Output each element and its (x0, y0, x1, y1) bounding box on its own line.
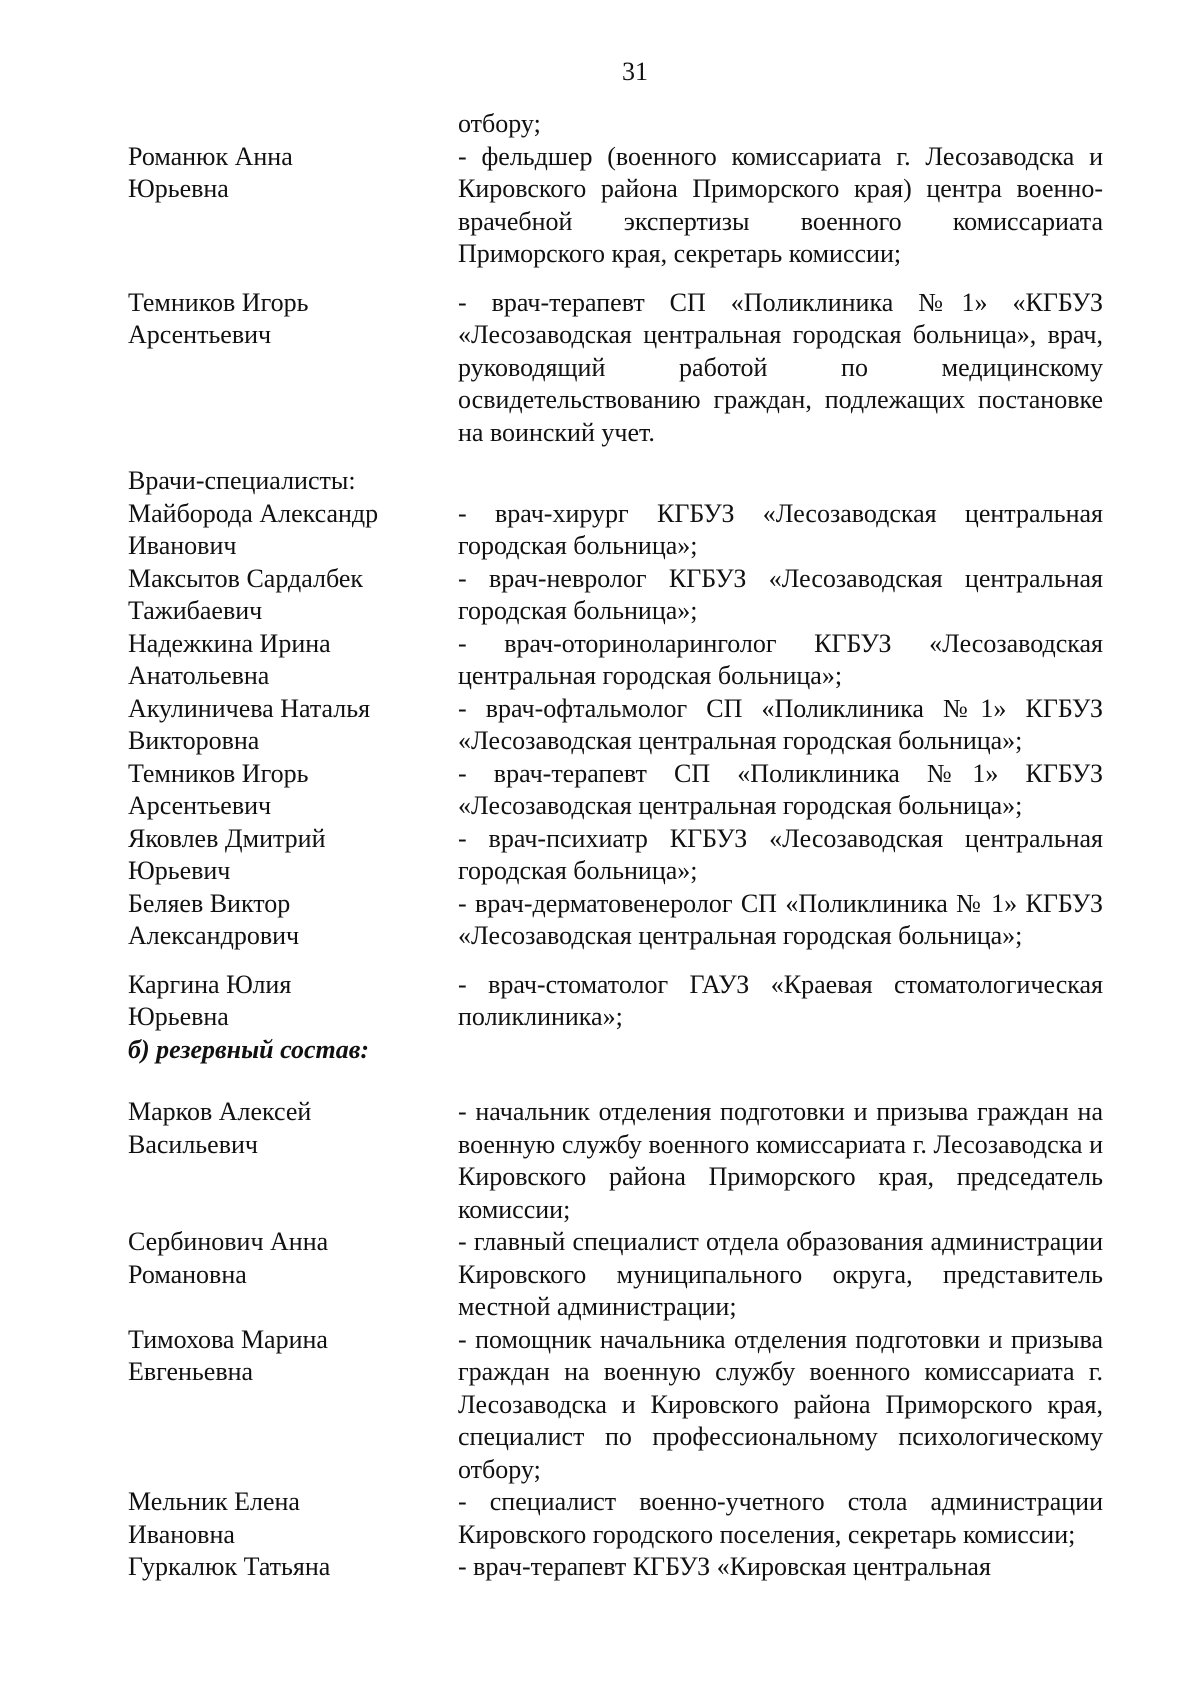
specialist-name (128, 693, 458, 758)
reserve-member-description: - помощник начальника отделения подготовки и призыва граждан на военную службу военного комиссариата г. Лесозаводска и Кировского района Приморского края, специалист по профессиональному психологическому отбору; (458, 1324, 1103, 1484)
member-description: - фельдшер (военного комиссариата г. Лесозаводска и Кировского района Приморского края) центра военно-врачебной экспертизы военного комиссариата Приморского края, секретарь комиссии; (458, 141, 1103, 268)
name-line: Ивановна (128, 1519, 235, 1549)
specialist-name (128, 628, 458, 693)
specialist-name (128, 888, 458, 953)
member-name (128, 287, 458, 352)
page-number: 31 (622, 57, 648, 86)
member-description: - врач-терапевт СП «Поликлиника №1» «КГБУЗ «Лесозаводская центральная городская больница», врач, руководящий работой по медицинскому освидетельствованию граждан, подлежащих постановке на воинский учет. (458, 287, 1103, 447)
name-line: Сербинович Анна (128, 1227, 329, 1256)
name-line: Евгеньевна (128, 1357, 254, 1386)
name-line: Иванович (128, 531, 237, 560)
name-line: Юрьевна (128, 174, 229, 203)
name-line: Романюк Анна (128, 141, 293, 171)
name-line: Викторовна (128, 726, 260, 755)
name-line: Тажибаевич (128, 596, 263, 625)
specialists-heading: Врачи-специалисты: (128, 466, 356, 495)
specialist-row (128, 498, 1103, 563)
document-body (128, 108, 1103, 1584)
specialists-heading-row (128, 465, 1103, 498)
specialist-row (128, 758, 1103, 823)
specialist-description: - врач-терапевт СП «Поликлиника №1» КГБУЗ «Лесозаводская центральная городская больница»; (458, 758, 1103, 820)
specialist-name (128, 758, 458, 823)
name-line: Марков Алексей (128, 1097, 312, 1126)
specialist-name (128, 498, 458, 563)
name-line: Майборода Александр (128, 498, 379, 528)
name-line: Каргина Юлия (128, 969, 292, 999)
name-line: Арсентьевич (128, 791, 272, 820)
specialist-description: - врач-офтальмолог СП «Поликлиника №1» КГБУЗ «Лесозаводская центральная городская больница»; (458, 693, 1103, 755)
reserve-heading: б) резервный состав: (128, 1034, 369, 1064)
name-line: Тимохова Марина (128, 1324, 328, 1354)
name-line: Беляев Виктор (128, 888, 291, 918)
specialist-name (128, 563, 458, 628)
reserve-member-row (128, 1551, 1103, 1584)
continuation-text: отбору; (458, 109, 541, 138)
specialist-description: - врач-стоматолог ГАУЗ «Краевая стоматологическая поликлиника»; (458, 969, 1103, 1031)
reserve-member-description: - главный специалист отдела образования администрации Кировского муниципального округа, представитель местной администрации; (458, 1227, 1103, 1321)
specialist-description: - врач-дерматовенеролог СП «Поликлиника № 1» КГБУЗ «Лесозаводская центральная городская больница»; (458, 888, 1103, 950)
specialist-description: - врач-хирург КГБУЗ «Лесозаводская центральная городская больница»; (458, 498, 1103, 560)
name-line: Акулиничева Наталья (128, 693, 371, 723)
specialist-name (128, 823, 458, 888)
name-line: Надежкина Ирина (128, 628, 331, 658)
member-row (128, 141, 1103, 271)
reserve-member-name (128, 1551, 458, 1584)
name-line: Анатольевна (128, 661, 270, 690)
name-line: Арсентьевич (128, 320, 272, 349)
member-name (128, 141, 458, 206)
name-line: Юрьевна (128, 1002, 229, 1031)
name-line: Александрович (128, 921, 300, 950)
reserve-member-row (128, 1226, 1103, 1324)
name-line: Темников Игорь (128, 287, 309, 317)
name-line: Яковлев Дмитрий (128, 823, 326, 853)
reserve-heading-row (128, 1034, 1103, 1067)
reserve-member-name (128, 1226, 458, 1291)
reserve-member-name (128, 1096, 458, 1161)
specialist-row (128, 969, 1103, 1034)
name-line: Романовна (128, 1259, 247, 1289)
reserve-member-row (128, 1486, 1103, 1551)
specialist-row (128, 823, 1103, 888)
member-row (128, 287, 1103, 450)
specialist-description: - врач-психиатр КГБУЗ «Лесозаводская центральная городская больница»; (458, 823, 1103, 885)
specialist-row (128, 888, 1103, 953)
reserve-member-row (128, 1324, 1103, 1487)
specialist-name (128, 969, 458, 1034)
name-line: Мельник Елена (128, 1487, 300, 1516)
specialist-row (128, 693, 1103, 758)
reserve-member-description: - врач-терапевт КГБУЗ «Кировская центральная (458, 1552, 991, 1581)
reserve-member-description: - начальник отделения подготовки и призыва граждан на военную службу военного комиссариата г. Лесозаводска и Кировского района Приморского края, председатель комиссии; (458, 1097, 1103, 1224)
name-line: Гуркалюк Татьяна (128, 1552, 331, 1581)
continuation-row (128, 108, 1103, 141)
reserve-member-name (128, 1324, 458, 1389)
name-line: Васильевич (128, 1129, 258, 1159)
specialist-description: - врач-оториноларинголог КГБУЗ «Лесозаводская центральная городская больница»; (458, 628, 1103, 690)
reserve-member-name (128, 1486, 458, 1551)
reserve-member-row (128, 1096, 1103, 1226)
name-line: Юрьевич (128, 856, 231, 885)
specialist-row (128, 563, 1103, 628)
specialist-description: - врач-невролог КГБУЗ «Лесозаводская центральная городская больница»; (458, 563, 1103, 625)
name-line: Максытов Сардалбек (128, 563, 364, 593)
reserve-member-description: - специалист военно-учетного стола администрации Кировского городского поселения, секретарь комиссии; (458, 1487, 1103, 1549)
name-line: Темников Игорь (128, 758, 309, 788)
specialist-row (128, 628, 1103, 693)
